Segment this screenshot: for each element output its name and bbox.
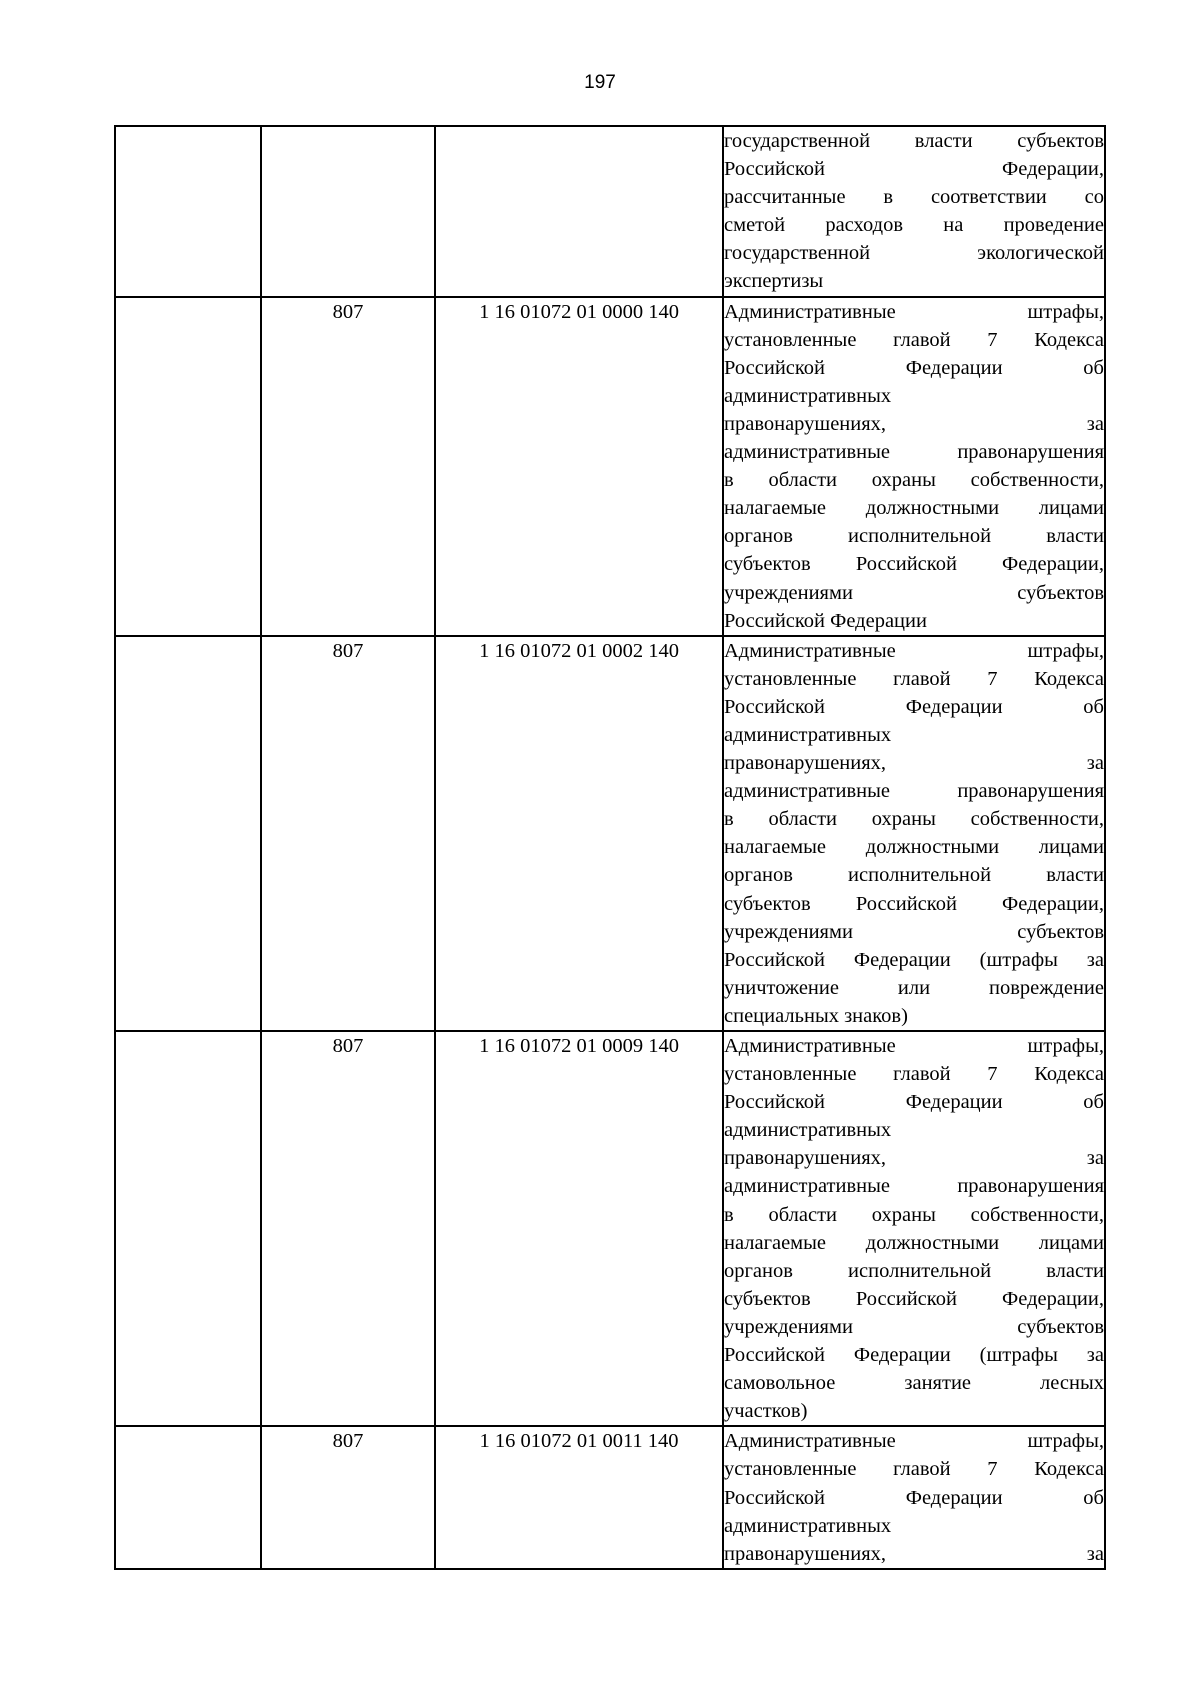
description-line: административных: [724, 1119, 892, 1142]
empty-cell: [115, 297, 261, 636]
description-line: в области охраны собственности,: [724, 808, 1104, 831]
description-line: административные правонарушения: [724, 780, 1104, 803]
description-line: Административные штрафы,: [724, 639, 1104, 662]
description-line: уничтожение или повреждение: [724, 976, 1104, 999]
description-line: субъектов Российской Федерации,: [724, 553, 1104, 576]
administrator-code-cell: 807: [261, 1426, 435, 1568]
description-line: субъектов Российской Федерации,: [724, 892, 1104, 915]
empty-cell: [115, 1426, 261, 1568]
description-line: административные правонарушения: [724, 441, 1104, 464]
budget-classification-code-cell: 1 16 01072 01 0002 140: [435, 636, 723, 1031]
budget-classification-code-cell: 1 16 01072 01 0009 140: [435, 1031, 723, 1426]
description-line: Административные штрафы,: [724, 1430, 1104, 1453]
empty-cell: [115, 636, 261, 1031]
budget-classification-code-cell: 1 16 01072 01 0000 140: [435, 297, 723, 636]
description-line: рассчитанные в соответствии со: [724, 186, 1104, 209]
description-line: правонарушениях, за: [724, 1542, 1104, 1565]
description-line: участков): [724, 1400, 808, 1423]
description-line: органов исполнительной власти: [724, 864, 1104, 887]
revenue-description-cell: [723, 126, 1105, 297]
table-body: [115, 126, 1105, 1569]
description-line: органов исполнительной власти: [724, 525, 1104, 548]
description-line: налагаемые должностными лицами: [724, 836, 1104, 859]
empty-cell: [115, 126, 261, 297]
description-line: специальных знаков): [724, 1004, 908, 1027]
description-line: Российской Федерации,: [724, 158, 1104, 181]
empty-cell: [115, 1031, 261, 1426]
description-line: налагаемые должностными лицами: [724, 497, 1104, 520]
table-row: [115, 1031, 1105, 1426]
description-line: правонарушениях, за: [724, 412, 1104, 435]
description-line: Российской Федерации (штрафы за: [724, 948, 1104, 971]
description-line: Административные штрафы,: [724, 1035, 1104, 1057]
administrator-code-cell: 807: [261, 297, 435, 636]
description-line: государственной экологической: [724, 242, 1104, 265]
description-line: налагаемые должностными лицами: [724, 1231, 1104, 1254]
administrator-code-cell: [261, 126, 435, 297]
description-line: административных: [724, 1514, 892, 1537]
description-line: Российской Федерации: [724, 609, 927, 632]
description-line: в области охраны собственности,: [724, 469, 1104, 492]
budget-classification-code-cell: [435, 126, 723, 297]
table-row: [115, 1426, 1105, 1568]
description-line: правонарушениях, за: [724, 752, 1104, 775]
description-line: установленные главой 7 Кодекса: [724, 1458, 1104, 1481]
description-line: административных: [724, 723, 892, 746]
description-line: экспертизы: [724, 270, 824, 293]
revenue-description-cell: [723, 297, 1105, 636]
budget-classification-code-cell: 1 16 01072 01 0011 140: [435, 1426, 723, 1568]
description-line: установленные главой 7 Кодекса: [724, 667, 1104, 690]
description-line: в области охраны собственности,: [724, 1203, 1104, 1226]
description-line: Российской Федерации об: [724, 356, 1104, 379]
description-line: административные правонарушения: [724, 1175, 1104, 1198]
table-row: [115, 636, 1105, 1031]
description-line: Российской Федерации об: [724, 1091, 1104, 1114]
description-line: субъектов Российской Федерации,: [724, 1287, 1104, 1310]
budget-code-table: [114, 125, 1106, 1570]
description-line: учреждениями субъектов: [724, 920, 1104, 943]
administrator-code-cell: 807: [261, 636, 435, 1031]
description-line: органов исполнительной власти: [724, 1259, 1104, 1282]
description-line: самовольное занятие лесных: [724, 1372, 1104, 1395]
description-line: Российской Федерации (штрафы за: [724, 1344, 1104, 1367]
description-line: сметой расходов на проведение: [724, 214, 1104, 237]
description-line: учреждениями субъектов: [724, 581, 1104, 604]
description-line: Административные штрафы,: [724, 300, 1104, 323]
revenue-description-cell: [723, 1031, 1105, 1426]
description-line: правонарушениях, за: [724, 1147, 1104, 1170]
page-number: 197: [584, 72, 616, 93]
description-line: государственной власти субъектов: [724, 130, 1104, 152]
revenue-description-cell: [723, 636, 1105, 1031]
description-line: установленные главой 7 Кодекса: [724, 1063, 1104, 1086]
description-line: административных: [724, 384, 892, 407]
description-line: Российской Федерации об: [724, 1486, 1104, 1509]
table-row: [115, 126, 1105, 297]
administrator-code-cell: 807: [261, 1031, 435, 1426]
description-line: Российской Федерации об: [724, 695, 1104, 718]
description-line: установленные главой 7 Кодекса: [724, 328, 1104, 351]
revenue-description-cell: [723, 1426, 1105, 1568]
description-line: учреждениями субъектов: [724, 1315, 1104, 1338]
table-row: [115, 297, 1105, 636]
